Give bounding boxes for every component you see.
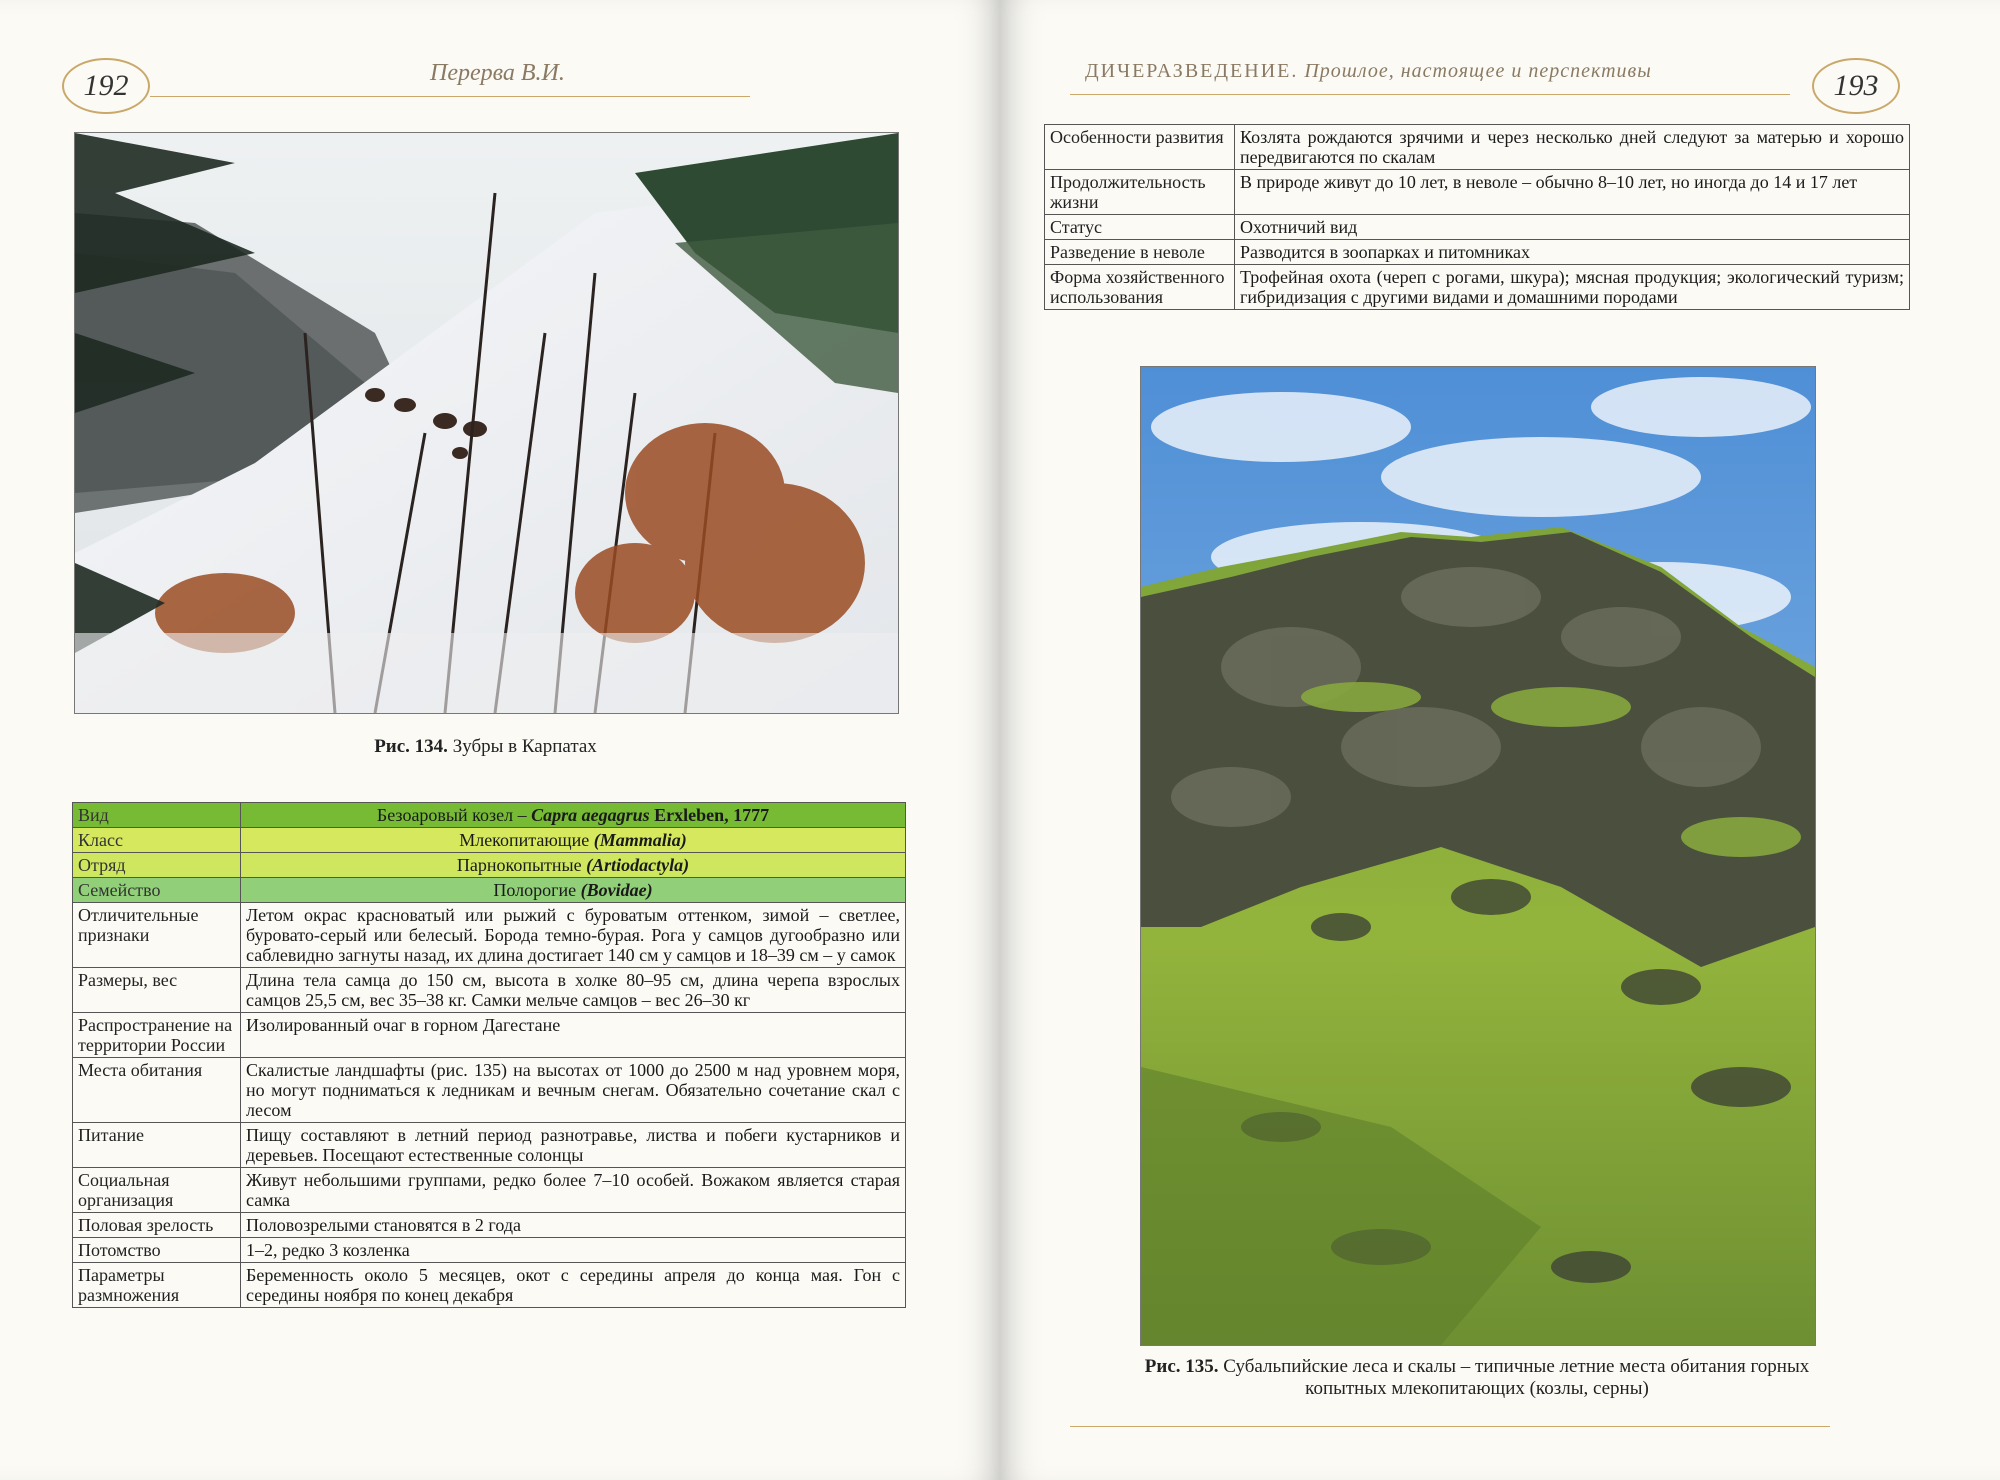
- row-key: Особенности развития: [1045, 125, 1235, 170]
- row-key: Разведение в неволе: [1045, 240, 1235, 265]
- table-row: [73, 1058, 906, 1123]
- header-value-order: Парнокопытные (Artiodactyla): [241, 853, 906, 878]
- row-value: Охотничий вид: [1235, 215, 1910, 240]
- table-row: [73, 878, 906, 903]
- header-rule: [150, 96, 750, 97]
- row-key: Размеры, вес: [73, 968, 241, 1013]
- species-table: [72, 802, 906, 1308]
- row-key: Отличительные признаки: [73, 903, 241, 968]
- row-value: 1–2, редко 3 козленка: [241, 1238, 906, 1263]
- header-key-family: Семейство: [73, 878, 241, 903]
- row-value: Козлята рождаются зрячими и через несколько дней следуют за матерью и хорошо передвигаются по скалам: [1235, 125, 1910, 170]
- row-key: Форма хозяйственного использования: [1045, 265, 1235, 310]
- header-value-class: Млекопитающие (Mammalia): [241, 828, 906, 853]
- row-value: Скалистые ландшафты (рис. 135) на высотах от 1000 до 2500 м над уровнем моря, но могут подниматься к ледникам и вечным снегам. Обязательно сочетание скал с лесом: [241, 1058, 906, 1123]
- table-row: [73, 828, 906, 853]
- header-key-order: Отряд: [73, 853, 241, 878]
- row-key: Питание: [73, 1123, 241, 1168]
- table-row: [1045, 265, 1910, 310]
- row-key: Потомство: [73, 1238, 241, 1263]
- row-value: Изолированный очаг в горном Дагестане: [241, 1013, 906, 1058]
- page-number-left: 192: [62, 58, 150, 114]
- figure-134-label: Рис. 134.: [374, 736, 448, 757]
- table-row: [1045, 215, 1910, 240]
- row-key: Места обитания: [73, 1058, 241, 1123]
- table-row: [73, 1168, 906, 1213]
- table-row: [73, 903, 906, 968]
- page-number-right: 193: [1812, 58, 1900, 114]
- table-row: [1045, 170, 1910, 215]
- figure-135-caption: [1120, 1356, 1834, 1400]
- row-value: Длина тела самца до 150 см, высота в холке 80–95 см, длина черепа взрослых самцов 25,5 см, вес 35–38 кг. Самки мельче самцов – вес 26–30 кг: [241, 968, 906, 1013]
- table-row: [73, 968, 906, 1013]
- figure-134-caption: [74, 736, 897, 758]
- figure-135-label: Рис. 135.: [1144, 1356, 1219, 1377]
- header-value-species: Безоаровый козел – Capra aegagrus Erxleben, 1777: [241, 803, 906, 828]
- row-value: Беременность около 5 месяцев, окот с середины апреля до конца мая. Гон с середины ноября по конец декабря: [241, 1263, 906, 1308]
- table-row: [73, 1263, 906, 1308]
- table-row: [1045, 125, 1910, 170]
- table-row: [1045, 240, 1910, 265]
- row-value: Разводится в зоопарках и питомниках: [1235, 240, 1910, 265]
- header-key-class: Класс: [73, 828, 241, 853]
- mountain-slope-photo: [1140, 366, 1816, 1346]
- figure-135-text: Субальпийские леса и скалы – типичные летние места обитания горных копытных млекопитающих (козлы, серны): [1223, 1356, 1810, 1399]
- running-head-italic: Прошлое, настоящее и перспективы: [1304, 60, 1652, 82]
- row-key: Продолжительность жизни: [1045, 170, 1235, 215]
- row-key: Статус: [1045, 215, 1235, 240]
- row-key: Социальная организация: [73, 1168, 241, 1213]
- table-row: [73, 803, 906, 828]
- row-value: Трофейная охота (череп с рогами, шкура); мясная продукция; экологический туризм; гибридизация с другими видами и домашними породами: [1235, 265, 1910, 310]
- row-value: В природе живут до 10 лет, в неволе – обычно 8–10 лет, но иногда до 14 и 17 лет: [1235, 170, 1910, 215]
- row-value: Пищу составляют в летний период разнотравье, листва и побеги кустарников и деревьев. Посещают естественные солонцы: [241, 1123, 906, 1168]
- bison-winter-photo: [74, 132, 899, 714]
- species-table-continued: [1044, 124, 1910, 310]
- row-value: Летом окрас красноватый или рыжий с буроватым оттенком, зимой – светлее, буровато-серый или белесый. Борода темно-бурая. Рога у самцов дугообразно или саблевидно загнуты назад, их длина достигает 140 см у самцов и 18–39 см – у самок: [241, 903, 906, 968]
- running-head-right: [1085, 60, 1652, 83]
- row-value: Половозрелыми становятся в 2 года: [241, 1213, 906, 1238]
- header-rule: [1070, 94, 1790, 95]
- footer-rule: [1070, 1426, 1830, 1427]
- row-key: Распространение на территории России: [73, 1013, 241, 1058]
- table-row: [73, 1013, 906, 1058]
- running-head-left: Перерва В.И.: [430, 60, 565, 86]
- table-row: [73, 1123, 906, 1168]
- table-row: [73, 1238, 906, 1263]
- row-key: Половая зрелость: [73, 1213, 241, 1238]
- running-head-caps: ДИЧЕРАЗВЕДЕНИЕ.: [1085, 60, 1299, 82]
- row-value: Живут небольшими группами, редко более 7–10 особей. Вожаком является старая самка: [241, 1168, 906, 1213]
- table-row: [73, 853, 906, 878]
- row-key: Параметры размножения: [73, 1263, 241, 1308]
- figure-134-text: Зубры в Карпатах: [452, 736, 597, 757]
- table-row: [73, 1213, 906, 1238]
- header-key-species: Вид: [73, 803, 241, 828]
- header-value-family: Полорогие (Bovidae): [241, 878, 906, 903]
